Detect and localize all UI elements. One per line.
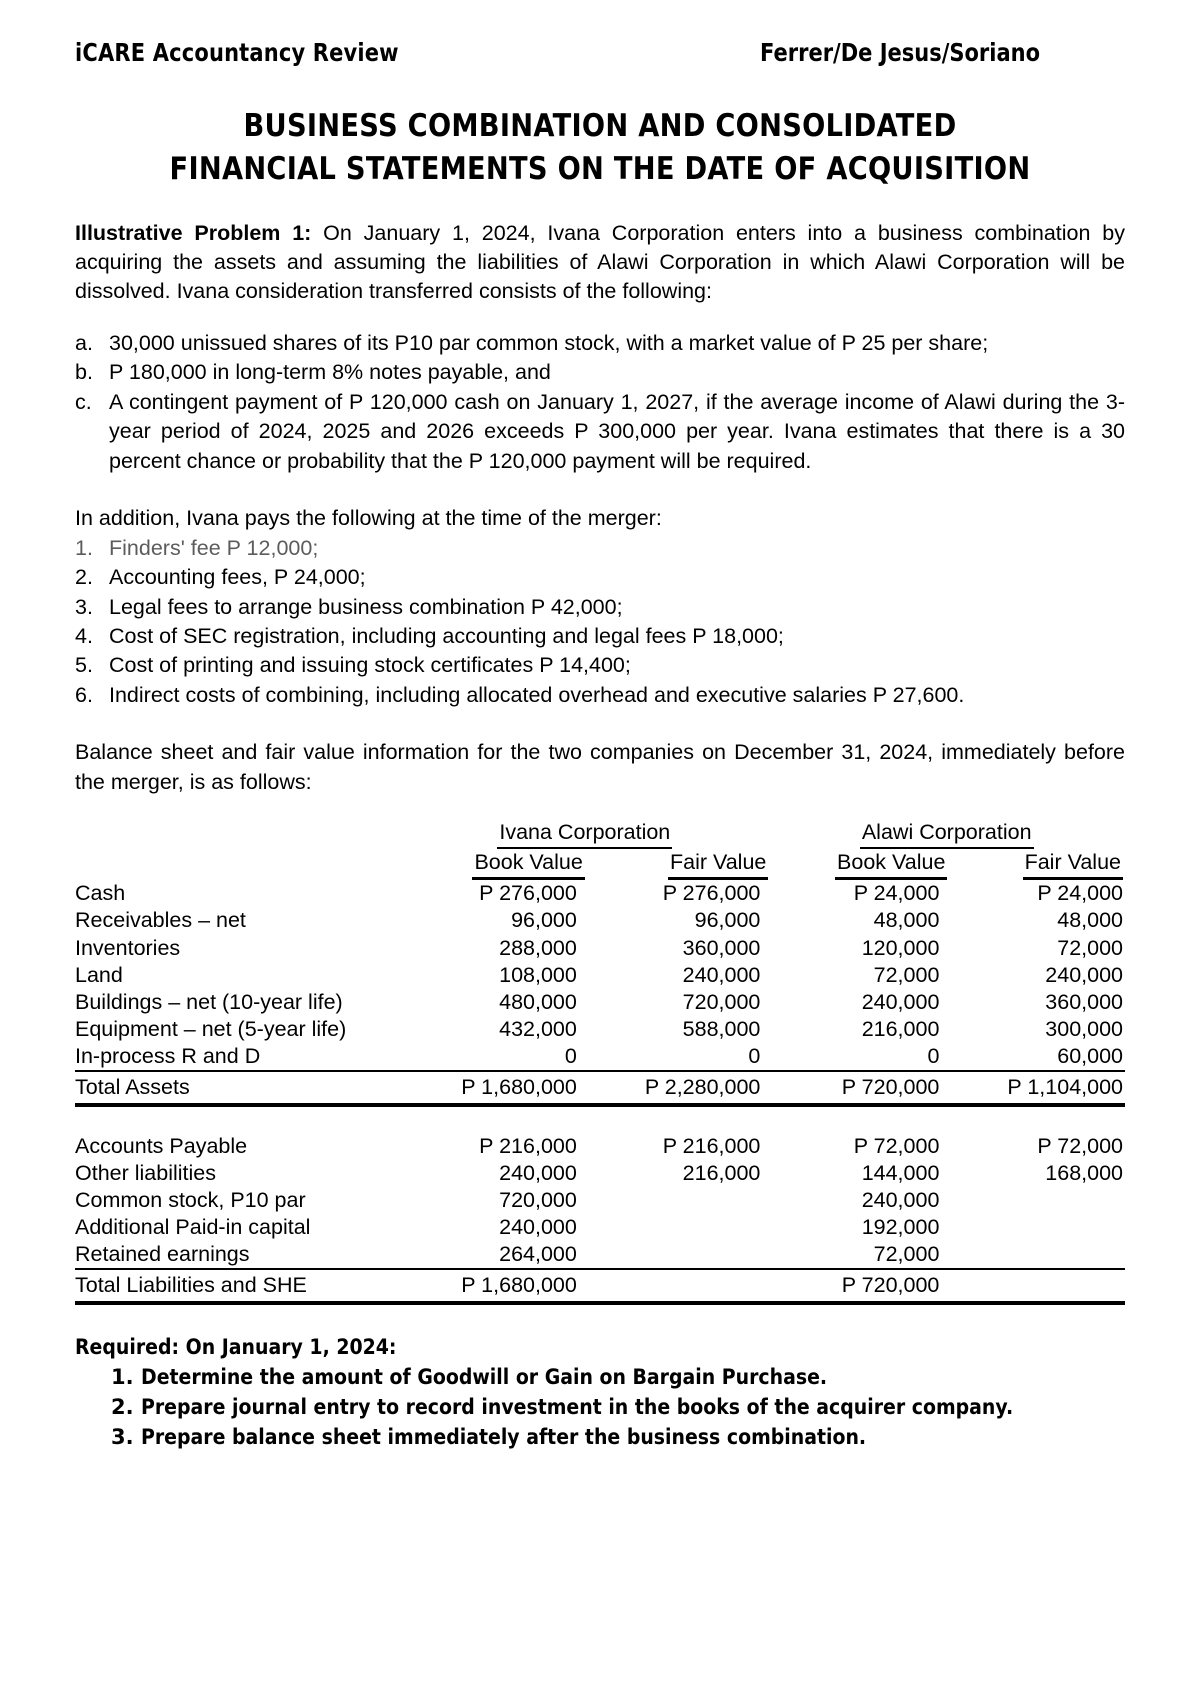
row-value: 240,000: [682, 962, 761, 987]
list-marker: 1.: [75, 535, 93, 560]
list-item: [75, 563, 1125, 592]
row-value: [585, 1269, 769, 1303]
table-row: [75, 1187, 1125, 1214]
list-text: Accounting fees, P 24,000;: [109, 565, 366, 590]
table-row: [75, 962, 1125, 989]
row-value: P 2,280,000: [585, 1071, 769, 1105]
row-value: 168,000: [1045, 1161, 1123, 1186]
row-value: 360,000: [682, 935, 761, 960]
row-value: P 276,000: [662, 881, 761, 906]
row-value: P 276,000: [479, 881, 577, 906]
consideration-list: [75, 329, 1125, 476]
list-marker: 2.: [75, 565, 93, 590]
row-label: Land: [75, 962, 123, 987]
problem-intro-text: On January 1, 2024, Ivana Corporation enters into a business combination by acquiring the assets and assuming the liabilities of Alawi Corporation in which Alawi Corporation will be dissolved. Ivana consideration transferred consists of the following:: [75, 220, 1125, 304]
problem-label: Illustrative Problem 1:: [75, 220, 312, 245]
total-liabilities-row: [75, 1269, 1125, 1303]
row-value: 264,000: [499, 1242, 577, 1267]
table-row: [75, 1241, 1125, 1269]
total-assets-row: [75, 1071, 1125, 1105]
row-label: Common stock, P10 par: [75, 1188, 306, 1213]
table-row: [75, 907, 1125, 934]
balance-sheet-intro: Balance sheet and fair value information for the two companies on December 31, 2024, immediately before the merger, is as follows:: [75, 740, 1125, 794]
page-title-line-2: FINANCIAL STATEMENTS ON THE DATE OF ACQUISITION: [169, 150, 1031, 187]
row-value: 432,000: [499, 1016, 577, 1041]
row-value: 240,000: [861, 1188, 940, 1213]
list-text: Legal fees to arrange business combination P 42,000;: [109, 594, 623, 619]
list-item: [75, 329, 1125, 358]
row-value: 108,000: [499, 962, 577, 987]
row-value: P 1,680,000: [401, 1071, 585, 1105]
list-marker: c.: [75, 389, 92, 414]
row-value: P 24,000: [1037, 881, 1123, 906]
row-value: 720,000: [499, 1188, 577, 1213]
column-header-alawi-fair: Fair Value: [947, 849, 1125, 880]
row-value: 72,000: [873, 962, 940, 987]
row-label: Equipment – net (5-year life): [75, 1016, 347, 1041]
row-value: 360,000: [1045, 989, 1123, 1014]
row-value: 480,000: [499, 989, 577, 1014]
table-row: [75, 935, 1125, 962]
row-value: 720,000: [682, 989, 761, 1014]
problem-intro-block: [75, 219, 1125, 307]
balance-sheet-intro-block: [75, 738, 1125, 797]
column-header-ivana-fair: Fair Value: [585, 849, 769, 880]
row-label: Additional Paid-in capital: [75, 1215, 311, 1240]
list-text: Cost of printing and issuing stock certificates P 14,400;: [109, 653, 631, 678]
list-marker: 3.: [111, 1424, 134, 1449]
table-row: [75, 1214, 1125, 1241]
row-label: Other liabilities: [75, 1161, 216, 1186]
row-value: 216,000: [861, 1016, 940, 1041]
problem-intro-paragraph: [75, 219, 1125, 307]
row-value: [947, 1241, 1125, 1269]
list-item: [75, 388, 1125, 476]
row-value: [585, 1214, 769, 1241]
row-value: [585, 1241, 769, 1269]
table-section-spacer: [75, 1105, 1125, 1133]
row-value: [585, 1187, 769, 1214]
list-marker: 4.: [75, 623, 93, 648]
list-text: A contingent payment of P 120,000 cash on January 1, 2027, if the average income of Alawi during the 3-year period of 2024, 2025 and 2026 exceeds P 300,000 per year. Ivana estimates that there is a 30 percent chance or probability that the P 120,000 payment will be required.: [109, 389, 1125, 473]
row-value: P 1,680,000: [401, 1269, 585, 1303]
list-text: Determine the amount of Goodwill or Gain on Bargain Purchase.: [141, 1365, 828, 1390]
merger-costs-list: [75, 534, 1125, 711]
list-item: [75, 651, 1125, 680]
list-item: [75, 1393, 1125, 1423]
row-value: 0: [564, 1043, 577, 1068]
list-marker: 2.: [111, 1395, 134, 1420]
list-marker: 1.: [111, 1365, 134, 1390]
table-row: [75, 1016, 1125, 1043]
row-value: P 24,000: [853, 881, 940, 906]
row-label: Receivables – net: [75, 908, 246, 933]
list-item: [75, 681, 1125, 710]
row-value: 72,000: [1057, 935, 1123, 960]
authors-name: Ferrer/De Jesus/Soriano: [760, 38, 1041, 67]
row-value: 0: [748, 1043, 761, 1068]
list-item: [75, 358, 1125, 387]
row-value: 48,000: [1057, 908, 1123, 933]
row-label: Inventories: [75, 935, 181, 960]
required-list: [75, 1363, 1125, 1452]
row-value: 240,000: [861, 989, 940, 1014]
row-value: 300,000: [1045, 1016, 1123, 1041]
row-value: 96,000: [511, 908, 577, 933]
row-label: Total Liabilities and SHE: [75, 1269, 401, 1303]
list-text: Indirect costs of combining, including allocated overhead and executive salaries P 27,600.: [109, 682, 965, 707]
list-item: [75, 1423, 1125, 1453]
list-item: [75, 1363, 1125, 1393]
list-marker: 5.: [75, 653, 93, 678]
list-item: [75, 534, 1125, 563]
table-row: [75, 1043, 1125, 1071]
row-value: 48,000: [873, 908, 940, 933]
row-value: 288,000: [499, 935, 577, 960]
list-marker: 6.: [75, 682, 93, 707]
list-marker: b.: [75, 360, 93, 385]
page-title: [75, 105, 1125, 191]
list-text: P 180,000 in long-term 8% notes payable, and: [109, 360, 551, 385]
required-heading: Required: On January 1, 2024:: [75, 1335, 397, 1360]
table-column-header-row: [75, 849, 1125, 880]
row-label: In-process R and D: [75, 1043, 261, 1068]
row-label: Accounts Payable: [75, 1134, 248, 1159]
row-value: [947, 1187, 1125, 1214]
row-value: 240,000: [1045, 962, 1123, 987]
row-value: P 1,104,000: [947, 1071, 1125, 1105]
row-value: 72,000: [873, 1242, 940, 1267]
list-text: Finders' fee P 12,000;: [109, 535, 319, 560]
row-value: P 720,000: [768, 1071, 947, 1105]
row-value: 60,000: [1057, 1043, 1123, 1068]
row-label: Retained earnings: [75, 1242, 250, 1267]
row-value: [947, 1214, 1125, 1241]
required-section: [75, 1333, 1125, 1452]
table-group-header-row: [75, 819, 1125, 849]
list-text: Cost of SEC registration, including accounting and legal fees P 18,000;: [109, 623, 784, 648]
review-center-name: iCARE Accountancy Review: [75, 38, 399, 67]
row-value: 240,000: [499, 1161, 577, 1186]
group-header-ivana: Ivana Corporation: [401, 819, 768, 849]
column-header-alawi-book: Book Value: [768, 849, 947, 880]
table-row: [75, 880, 1125, 907]
list-text: 30,000 unissued shares of its P10 par common stock, with a market value of P 25 per share;: [109, 330, 989, 355]
row-value: P 216,000: [662, 1134, 761, 1159]
row-value: P 216,000: [479, 1134, 577, 1159]
row-value: 192,000: [861, 1215, 940, 1240]
group-header-alawi: Alawi Corporation: [768, 819, 1125, 849]
row-label: Cash: [75, 881, 126, 906]
list-item: [75, 593, 1125, 622]
row-label: Buildings – net (10-year life): [75, 989, 343, 1014]
row-value: 240,000: [499, 1215, 577, 1240]
page-title-line-1: BUSINESS COMBINATION AND CONSOLIDATED: [243, 108, 957, 144]
row-value: P 72,000: [1037, 1134, 1123, 1159]
table-row: [75, 1133, 1125, 1160]
table-row: [75, 1160, 1125, 1187]
list-item: [75, 622, 1125, 651]
row-value: P 72,000: [853, 1134, 940, 1159]
addition-intro: In addition, Ivana pays the following at the time of the merger:: [75, 506, 662, 531]
row-value: [947, 1269, 1125, 1303]
balance-sheet-table: [75, 819, 1125, 1305]
row-value: 216,000: [682, 1161, 761, 1186]
row-value: 96,000: [694, 908, 761, 933]
row-value: 588,000: [682, 1016, 761, 1041]
running-head: [75, 38, 1125, 67]
column-header-ivana-book: Book Value: [401, 849, 585, 880]
row-value: 0: [927, 1043, 940, 1068]
empty-cell: [75, 819, 401, 849]
list-marker: 3.: [75, 594, 93, 619]
row-value: 120,000: [861, 935, 940, 960]
list-text: Prepare balance sheet immediately after the business combination.: [141, 1424, 867, 1449]
row-label: Total Assets: [75, 1071, 401, 1105]
row-value: 144,000: [861, 1161, 940, 1186]
list-marker: a.: [75, 330, 93, 355]
list-text: Prepare journal entry to record investment in the books of the acquirer company.: [141, 1395, 1014, 1420]
empty-cell: [75, 849, 401, 880]
row-value: P 720,000: [768, 1269, 947, 1303]
table-row: [75, 989, 1125, 1016]
